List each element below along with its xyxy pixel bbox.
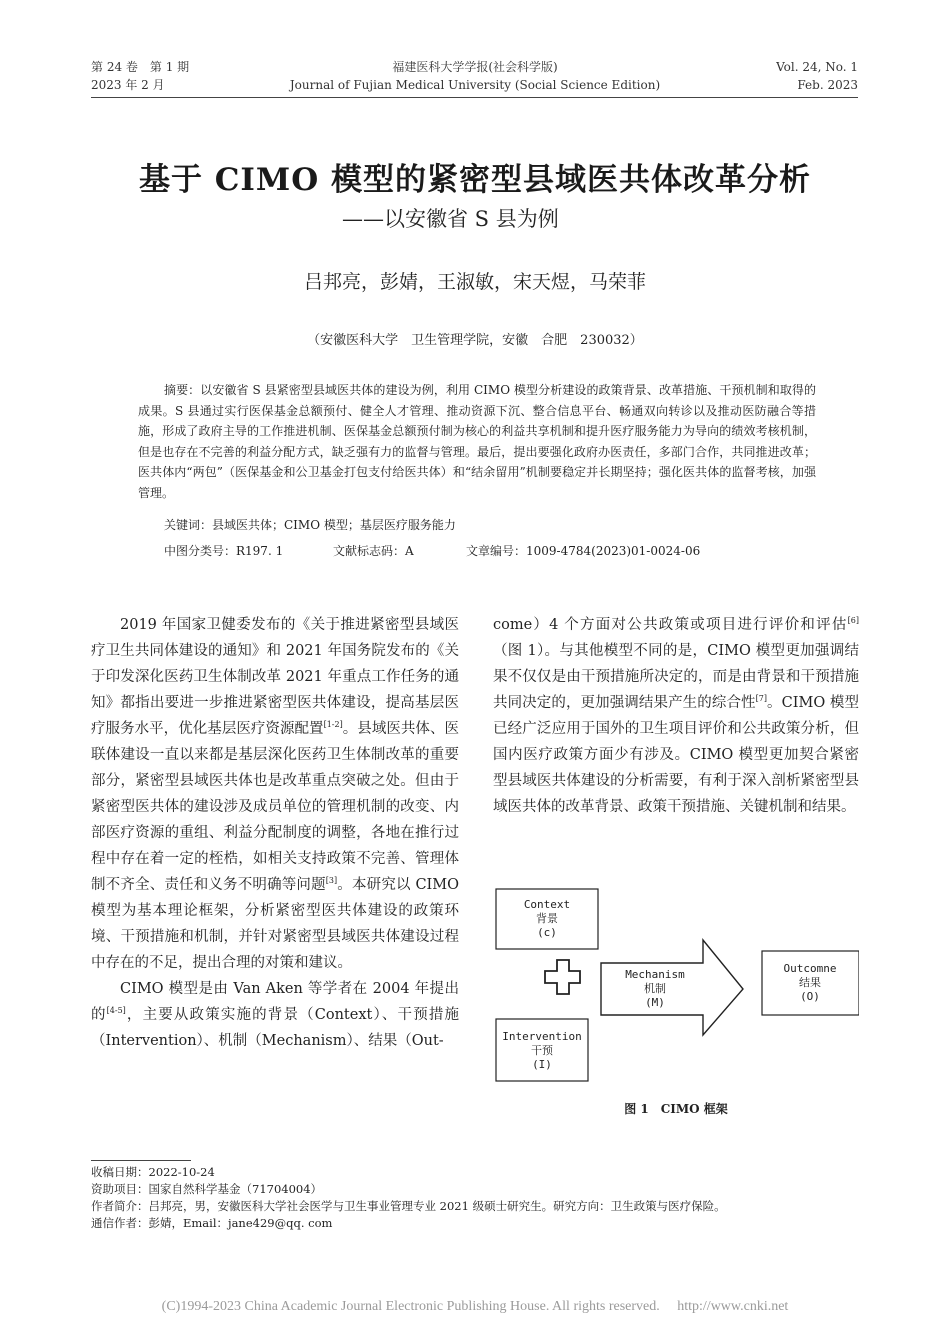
citation[interactable]: [4-5] bbox=[106, 1006, 126, 1016]
date-en: Feb. 2023 bbox=[797, 78, 858, 92]
body-left-column bbox=[91, 612, 459, 1054]
outcome-label-en: Outcomne bbox=[783, 962, 837, 975]
citation[interactable]: [3] bbox=[325, 876, 338, 886]
paragraph-intro bbox=[91, 612, 459, 976]
text-run: 。本研究以 CIMO 模型为基本理论框架，分析紧密型医共体建设的政策环境、干预措施和机制，并针对紧密型县域医共体建设过程中存在的不足，提出合理的对策和建议。 bbox=[91, 877, 460, 971]
citation[interactable]: [7] bbox=[755, 694, 767, 704]
paper-subtitle: ——以安徽省 S 县为例 bbox=[342, 207, 559, 231]
context-label-code: (c) bbox=[537, 926, 557, 939]
paper-title: 基于 CIMO 模型的紧密型县域医共体改革分析 bbox=[138, 162, 812, 198]
keywords: 关键词：县域医共体；CIMO 模型；基层医疗服务能力 bbox=[164, 518, 456, 532]
footnote-received: 收稿日期：2022-10-24 bbox=[91, 1165, 215, 1179]
intervention-box bbox=[496, 1019, 588, 1081]
footnote-fund: 资助项目：国家自然科学基金（71704004） bbox=[91, 1182, 323, 1196]
context-label-en: Context bbox=[523, 898, 571, 911]
footnote-author-bio: 作者简介：吕邦亮，男，安徽医科大学社会医学与卫生事业管理专业 2021 级硕士研究生。研究方向：卫生政策与医疗保险。 bbox=[91, 1199, 726, 1213]
outcome-label-cn: 结果 bbox=[799, 976, 821, 989]
abstract: 摘要：以安徽省 S 县紧密型县域医共体的建设为例，利用 CIMO 模型分析建设的政策背景、改革措施、干预机制和取得的成果。S 县通过实行医保基金总额预付、健全人才管理、推动资源下沉、整合信息平台、畅通双向转诊以及推动医防融合等措施，形成了政府主导的工作推进机制、医保基金总额预付制为核心的利益共享机制和提升医疗服务能力为导向的绩效考核机制，但是也存在不完善的利益分配方式，缺乏强有力的监督与管理。最后，提出要强化政府办医责任，多部门合作，共同推进改革；医共体内“两包”（医保基金和公卫基金打包支付给医共体）和“结余留用”机制要稳定并长期坚持；强化医共体的监督考核，加强管理。 bbox=[138, 383, 816, 500]
context-box bbox=[496, 889, 598, 949]
mechanism-label-code: (M) bbox=[645, 996, 665, 1009]
outcome-box bbox=[762, 951, 859, 1015]
volume-cn: 第 24 卷 第 1 期 bbox=[91, 60, 190, 74]
authors: 吕邦亮，彭婧，王淑敏，宋天煜，马荣菲 bbox=[303, 271, 646, 293]
paragraph-cimo-continued bbox=[493, 612, 859, 820]
header-right bbox=[776, 58, 858, 94]
header-rule bbox=[91, 97, 858, 98]
copyright-notice: (C)1994-2023 China Academic Journal Electronic Publishing House. All rights reserved. http://www.cnki.net bbox=[161, 1299, 789, 1314]
cimo-diagram bbox=[493, 885, 859, 1100]
intervention-label-en: Intervention bbox=[502, 1030, 582, 1043]
volume-en: Vol. 24, No. 1 bbox=[776, 60, 858, 74]
mechanism-label-en: Mechanism bbox=[625, 968, 685, 981]
context-label-cn: 背景 bbox=[536, 912, 558, 925]
text-run: 。CIMO 模型已经广泛应用于国外的卫生项目评价和公共政策分析，但国内医疗政策方面少有涉及。CIMO 模型更加契合紧密型县域医共体建设的分析需要，有利于深入剖析紧密型县域医共体的改革背景、政策干预措施、关键机制和结果。 bbox=[493, 695, 859, 815]
outcome-label-code: (O) bbox=[800, 990, 820, 1003]
intervention-label-code: (I) bbox=[532, 1058, 552, 1071]
intervention-label-cn: 干预 bbox=[531, 1044, 553, 1057]
figure-caption: 图 1 CIMO 框架 bbox=[624, 1102, 728, 1116]
citation[interactable]: [6] bbox=[847, 616, 859, 626]
article-number: 文章编号：1009-4784(2023)01-0024-06 bbox=[466, 544, 701, 558]
doc-code: 文献标志码：A bbox=[333, 544, 414, 558]
affiliation: （安徽医科大学 卫生管理学院，安徽 合肥 230032） bbox=[307, 333, 643, 348]
citation[interactable]: [1-2] bbox=[323, 720, 343, 730]
mechanism-label-cn: 机制 bbox=[644, 982, 666, 995]
text-run: 2019 年国家卫健委发布的《关于推进紧密型县域医疗卫生共同体建设的通知》和 2021 年国务院发布的《关于印发深化医药卫生体制改革 2021 年重点工作任务的通知》都指出要进一步推进紧密型医共体建设，提高基层医疗服务水平，优化基层医疗资源配置 bbox=[91, 617, 459, 737]
journal-en: Journal of Fujian Medical University (Social Science Edition) bbox=[289, 78, 661, 92]
mechanism-arrow bbox=[601, 940, 743, 1035]
date-cn: 2023 年 2 月 bbox=[91, 78, 165, 92]
paragraph-cimo bbox=[91, 976, 459, 1054]
body-right-column bbox=[493, 612, 859, 820]
journal-cn: 福建医科大学学报(社会科学版) bbox=[392, 60, 558, 74]
text-run: ，主要从政策实施的背景（Context）、干预措施（Intervention）、机制（Mechanism）、结果（Out- bbox=[91, 1007, 459, 1049]
plus-icon bbox=[545, 960, 580, 994]
footnote-corresponding: 通信作者：彭婧，Email：jane429@qq. com bbox=[91, 1216, 333, 1230]
text-run: come）4 个方面对公共政策或项目进行评价和评估 bbox=[493, 617, 848, 633]
footnote-rule bbox=[91, 1160, 191, 1161]
text-run: 。县域医共体、医联体建设一直以来都是基层深化医药卫生体制改革的重要部分，紧密型县域医共体也是改革重点突破之处。但由于紧密型医共体的建设涉及成员单位的管理机制的改变、内部医疗资源的重组、利益分配制度的调整，各地在推行过程中存在着一定的桎梏，如相关支持政策不完善、管理体制不齐全、责任和义务不明确等问题 bbox=[91, 721, 460, 893]
clc-number: 中图分类号：R197. 1 bbox=[164, 544, 284, 558]
text-run: （图 1）。与其他模型不同的是，CIMO 模型更加强调结果不仅仅是由干预措施所决定的，而是由背景和干预措施共同决定的，更加强调结果产生的综合性 bbox=[493, 643, 859, 711]
text-run: CIMO 模型是由 Van Aken 等学者在 2004 年提出的 bbox=[91, 981, 459, 1023]
